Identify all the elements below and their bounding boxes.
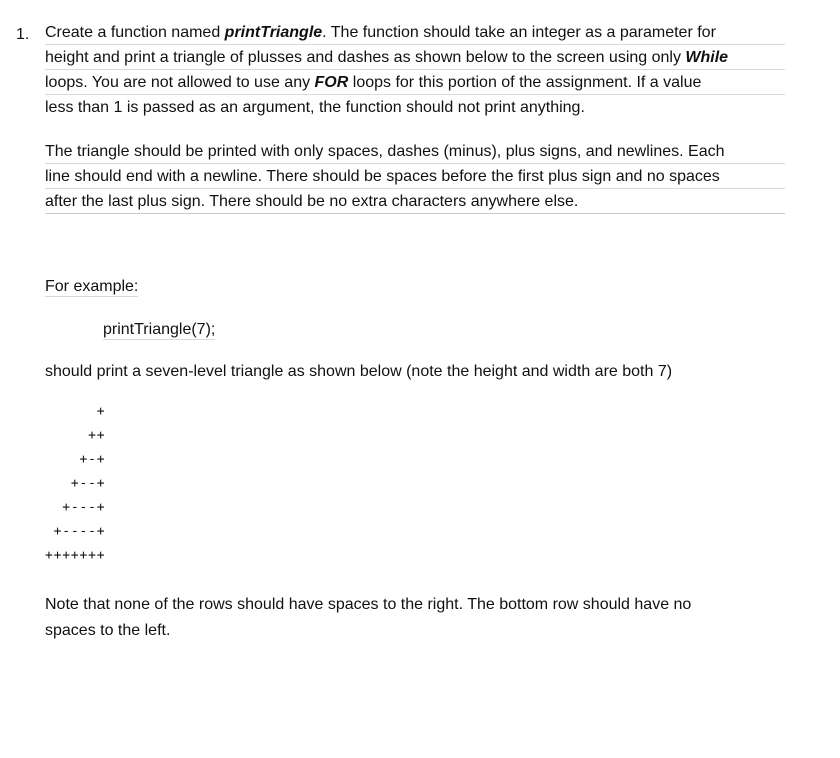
example-label: For example:	[45, 278, 139, 295]
triangle-row-3: +-+	[45, 452, 106, 467]
while-keyword: While	[685, 49, 729, 66]
requirements-line-2: height and print a triangle of plusses and dashes as shown below to the screen using only While	[45, 45, 785, 70]
question-number: 1.	[16, 26, 30, 43]
requirements-paragraph	[45, 20, 785, 120]
format-line-3: after the last plus sign. There should be no extra characters anywhere else.	[45, 189, 785, 214]
format-line-2: line should end with a newline. There should be spaces before the first plus sign and no spaces	[45, 164, 785, 189]
triangle-row-5: +---+	[45, 500, 106, 515]
requirements-line-4: less than 1 is passed as an argument, the function should not print anything.	[45, 99, 585, 116]
triangle-row-1: +	[45, 404, 106, 419]
triangle-row-6: +----+	[45, 524, 106, 539]
triangle-row-7: +++++++	[45, 548, 106, 563]
example-description: should print a seven-level triangle as shown below (note the height and width are both 7)	[45, 363, 673, 380]
triangle-row-2: ++	[45, 428, 106, 443]
note-line-2: spaces to the left.	[45, 622, 171, 639]
format-paragraph	[45, 139, 785, 214]
function-name: printTriangle	[224, 24, 323, 41]
requirements-line-1: Create a function named printTriangle. The function should take an integer as a parameter for	[45, 20, 785, 45]
format-line-1: The triangle should be printed with only spaces, dashes (minus), plus signs, and newlines. Each	[45, 139, 785, 164]
requirements-line-3: loops. You are not allowed to use any FOR loops for this portion of the assignment. If a value	[45, 70, 785, 95]
for-keyword: FOR	[314, 74, 349, 91]
example-call: printTriangle(7);	[103, 321, 216, 338]
triangle-row-4: +--+	[45, 476, 106, 491]
note-line-1: Note that none of the rows should have spaces to the right. The bottom row should have no	[45, 596, 692, 613]
triangle-output	[45, 400, 105, 568]
